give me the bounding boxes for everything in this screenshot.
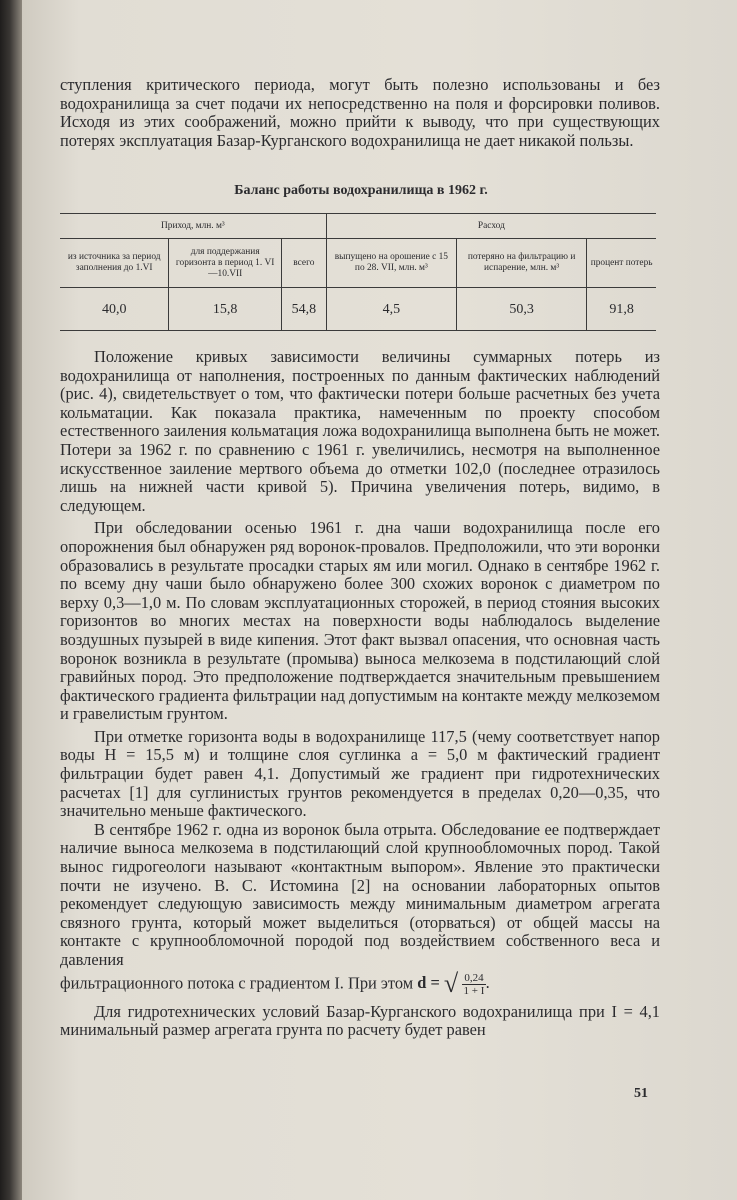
page-number: 51 (634, 1086, 648, 1101)
table-caption: Баланс работы водохранилища в 1962 г. (234, 183, 488, 198)
col-header-irrigation: выпущено на орошение с 15 по 28. VII, млн. м³ (326, 239, 456, 288)
radical-sign: √ (443, 968, 459, 998)
cell-total: 54,8 (281, 288, 326, 331)
paragraph-conditions: Для гидротехнических условий Базар-Курганского водохранилища при I = 4,1 минимальный размер агрегата грунта по расчету будет равен (60, 1001, 660, 1040)
formula-denominator: 1 + I (463, 984, 485, 997)
formula-lead-text: фильтрационного потока с градиентом I. При этом (60, 972, 414, 992)
book-page (22, 0, 737, 1200)
formula-d: d = √ $\frac{0,24}{1 + I}$ . (417, 968, 490, 998)
col-header-total: всего (281, 239, 326, 288)
table-group-header-row (60, 214, 656, 239)
col-header-source: из источника за период заполнения до 1.VI (60, 239, 169, 288)
col-header-maintain: для поддержания горизонта в период 1. VI—10.VII (169, 239, 281, 288)
balance-table (60, 213, 656, 331)
paragraph-curves: Положение кривых зависимости величины суммарных потерь из водохранилища от наполнения, построенных по данным фактических наблюдений (рис. 4), свидетельствует о том, что фактически потери больше расчетных без учета кольматации. Как показала практика, намеченным по проекту способом естественного заиления кольматация ложа водохранилища выполнена быть не может. Потери за 1962 г. по сравнению с 1961 г. увеличились, несмотря на выполненное искусственное заиление мертвого объема до отметки 102,0 (последнее отразилось лишь на нижней части кривой 5). Причина увеличения потерь, видимо, в следующем. (60, 347, 660, 515)
cell-irrigation: 4,5 (326, 288, 456, 331)
book-spine (0, 0, 22, 1200)
paragraph-top (60, 76, 660, 150)
formula-numerator: 0,24 (464, 971, 484, 984)
paragraph-gradient: При отметке горизонта воды в водохранилище 117,5 (чему соответствует напор воды H = 15,5 м) и толщине слоя суглинка a = 5,0 м фактический градиент фильтрации будет равен 4,1. Допустимый же градиент при гидротехнических расчетах [1] для суглинистых грунтов рекомендуется в пределах 0,20—0,35, что значительно меньше фактического. (60, 726, 660, 821)
header-income: Приход, млн. м³ (60, 214, 326, 239)
formula-fraction (462, 972, 485, 997)
col-header-losses: потеряно на фильтрацию и испарение, млн. м³ (456, 239, 586, 288)
paragraph-top-text: ступления критического периода, могут быть полезно использованы и без водохранилища за счет подачи их непосредственно на поля и форсировки поливов. Исходя из этих соображений, можно прийти к выводу, что при существующих потерях эксплуатация Базар-Курганского водохранилища не дает никакой пользы. (60, 75, 660, 150)
table-column-header-row (60, 239, 656, 288)
formula-lhs: d = (417, 972, 440, 992)
table-row (60, 288, 656, 331)
cell-source: 40,0 (60, 288, 169, 331)
paragraph-inspection: При обследовании осенью 1961 г. дна чаши водохранилища после его опорожнения был обнаружен ряд воронок-провалов. Предположили, что эти воронки образовались в результате просадки старых ям или могил. Однако в сентябре 1962 г. по всему дну чаши было обнаружено более 300 схожих воронок с диаметром по верху 0,3—1,0 м. По словам эксплуатационных сторожей, в период стояния высоких горизонтов во многих местах на поверхности воды наблюдалось выделение воздушных пузырей в виде кипения. Этот факт вызвал опасения, что основная часть воронок возникла в результате (промыва) выноса мелкозема в подстилающий слой гравийных пород. Это предположение подтверждается значительным превышением фактического градиента фильтрации над допустимым на контакте между мелкоземом и гравелистым грунтом. (60, 518, 660, 724)
cell-losses: 50,3 (456, 288, 586, 331)
cell-maintain: 15,8 (169, 288, 281, 331)
paragraph-excavation: В сентябре 1962 г. одна из воронок была отрыта. Обследование ее подтверждает наличие выноса мелкозема в подстилающий слой крупнообломочных пород. Такой вынос гидрогеологи называют «контактным выпором». Явление это практически почти не изучено. В. С. Истомина [2] на основании лабораторных опытов рекомендует следующую зависимость между минимальным диаметром агрегата связного грунта, который может выделиться (оторваться) от общей массы на контакте с крупнообломочной породой под воздействием собственного веса и давления (60, 819, 660, 969)
header-outcome: Расход (326, 214, 656, 239)
col-header-percent: процент потерь (587, 239, 656, 288)
body-text (60, 348, 660, 1040)
cell-percent: 91,8 (587, 288, 656, 331)
formula-line (60, 968, 660, 998)
